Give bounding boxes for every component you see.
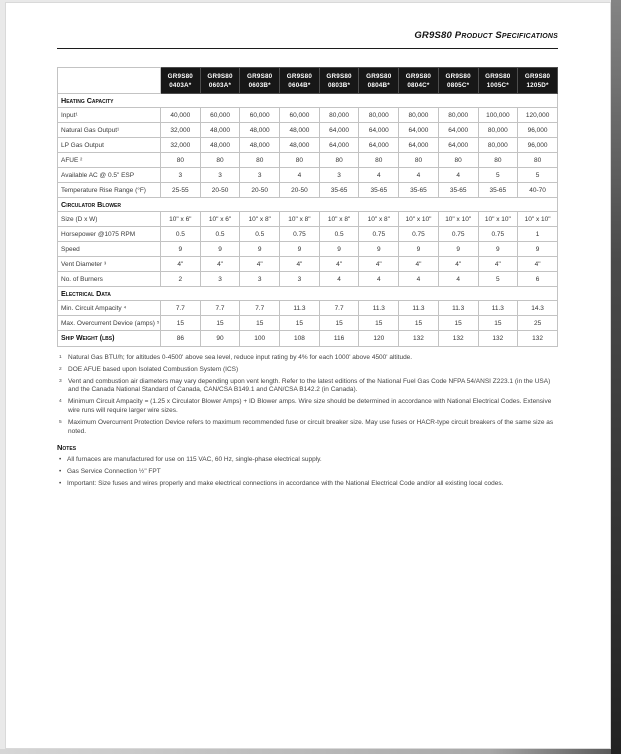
spec-value: 35-65 — [319, 183, 359, 198]
spec-row — [58, 242, 558, 257]
spec-value: 11.3 — [399, 301, 439, 316]
spec-value: 4" — [359, 257, 399, 272]
spec-value: 60,000 — [240, 108, 280, 123]
spec-value: 10" x 10" — [478, 212, 518, 227]
spec-value: 1 — [518, 227, 558, 242]
spec-value: 48,000 — [280, 138, 320, 153]
spec-value: 80,000 — [399, 108, 439, 123]
spec-value: 120,000 — [518, 108, 558, 123]
footnotes-list — [57, 354, 559, 436]
model-series-label: GR9S80 — [326, 72, 352, 80]
spec-value: 4" — [399, 257, 439, 272]
notes-list — [57, 456, 559, 488]
model-header-cell — [359, 68, 399, 94]
spec-value: 80 — [399, 153, 439, 168]
spec-value: 48,000 — [240, 138, 280, 153]
spec-value: 4 — [438, 168, 478, 183]
spec-value: 15 — [280, 316, 320, 331]
spec-value: 25 — [518, 316, 558, 331]
document-page — [5, 2, 611, 749]
spec-value: 4" — [200, 257, 240, 272]
spec-value: 64,000 — [319, 123, 359, 138]
spec-value: 80 — [280, 153, 320, 168]
section-header-row — [58, 198, 558, 212]
spec-value: 120 — [359, 331, 399, 347]
spec-value: 5 — [478, 168, 518, 183]
notes-title: Notes — [57, 443, 77, 453]
model-series-label: GR9S80 — [167, 72, 194, 80]
spec-value: 15 — [240, 316, 280, 331]
spec-value: 9 — [399, 242, 439, 257]
model-number-label: 0604B* — [288, 81, 311, 89]
spec-value: 48,000 — [240, 123, 280, 138]
spec-value: 2 — [161, 272, 201, 287]
spec-table — [57, 67, 558, 347]
row-label: No. of Burners — [58, 272, 161, 287]
spec-value: 0.75 — [280, 227, 320, 242]
note-item: • All furnaces are manufactured for use on 115 VAC, 60 Hz, single-phase electrical supply. — [57, 456, 559, 465]
spec-value: 15 — [200, 316, 240, 331]
ship-weight-row — [58, 331, 558, 347]
note-item: • Important: Size fuses and wires properly and make electrical connections in accordance with the National Electrical Code and/or all existing local codes. — [57, 480, 559, 489]
spec-value: 4 — [399, 168, 439, 183]
spec-value: 3 — [200, 168, 240, 183]
spec-value: 4" — [240, 257, 280, 272]
spec-value: 10" x 6" — [161, 212, 201, 227]
model-number-label: 0403A* — [169, 81, 192, 89]
spec-value: 0.5 — [319, 227, 359, 242]
spec-value: 7.7 — [240, 301, 280, 316]
spec-value: 40,000 — [161, 108, 201, 123]
spec-row — [58, 183, 558, 198]
footnote-item — [57, 366, 559, 375]
model-series-label: GR9S80 — [366, 72, 392, 80]
page-bottom-shadow — [0, 749, 611, 754]
footnote-text: DOE AFUE based upon Isolated Combustion System (ICS) — [68, 365, 239, 373]
spec-row — [58, 138, 558, 153]
spec-value: 4" — [161, 257, 201, 272]
model-header-cell — [319, 68, 359, 94]
spec-value: 4" — [518, 257, 558, 272]
spec-table-head — [58, 68, 558, 94]
spec-value: 80 — [240, 153, 280, 168]
spec-value: 4 — [319, 272, 359, 287]
footnote-text: Maximum Overcurrent Protection Device refers to maximum recommended fuse or circuit breaker size. May use fuses or HACR-type circuit breakers of the same size as noted. — [68, 418, 554, 435]
doc-header — [57, 25, 558, 49]
notes-section — [57, 443, 559, 488]
spec-row — [58, 123, 558, 138]
spec-value: 11.3 — [359, 301, 399, 316]
footnote-number: 2 — [59, 366, 62, 372]
spec-value: 132 — [518, 331, 558, 347]
spec-row — [58, 272, 558, 287]
model-header-cell — [478, 68, 518, 94]
spec-value: 14.3 — [518, 301, 558, 316]
spec-value: 9 — [518, 242, 558, 257]
spec-value: 9 — [438, 242, 478, 257]
spec-value: 25-55 — [161, 183, 201, 198]
footnote-number: 1 — [59, 355, 62, 360]
spec-value: 4 — [399, 272, 439, 287]
page-edge-shadow — [611, 0, 621, 754]
spec-value: 10" x 8" — [280, 212, 320, 227]
footnote-item — [57, 378, 559, 396]
spec-value: 100 — [240, 331, 280, 347]
spec-value: 15 — [359, 316, 399, 331]
footnote-text: Minimum Circuit Ampacity = (1.25 x Circulator Blower Amps) + ID Blower amps. Wire size should be determined in accordance with National Electrical Codes. Extensive wire runs will require larger wire sizes. — [68, 398, 552, 414]
spec-value: 9 — [359, 242, 399, 257]
spec-value: 64,000 — [438, 123, 478, 138]
spec-value: 0.5 — [161, 227, 201, 242]
footnote-number: 5 — [59, 419, 62, 425]
spec-value: 80 — [518, 153, 558, 168]
model-number-label: 0803B* — [327, 81, 351, 89]
spec-value: 132 — [399, 331, 439, 347]
corner-cell — [58, 68, 161, 94]
spec-value: 9 — [161, 242, 201, 257]
spec-value: 4" — [478, 257, 518, 272]
model-header-cell — [518, 68, 558, 94]
spec-row — [58, 301, 558, 316]
row-label: AFUE ² — [58, 153, 161, 168]
spec-value: 10" x 8" — [319, 212, 359, 227]
spec-value: 9 — [319, 242, 359, 257]
spec-value: 0.75 — [399, 227, 439, 242]
spec-row — [58, 227, 558, 242]
model-number-label: 0603A* — [208, 81, 232, 89]
spec-value: 0.5 — [200, 227, 240, 242]
spec-value: 35-65 — [359, 183, 399, 198]
spec-value: 10" x 8" — [240, 212, 280, 227]
row-label: LP Gas Output — [58, 138, 161, 153]
spec-value: 5 — [478, 272, 518, 287]
spec-value: 3 — [319, 168, 359, 183]
spec-value: 6 — [518, 272, 558, 287]
spec-value: 9 — [240, 242, 280, 257]
spec-value: 80 — [478, 153, 518, 168]
spec-value: 20-50 — [280, 183, 320, 198]
spec-value: 9 — [200, 242, 240, 257]
model-series-label: GR9S80 — [485, 72, 511, 80]
spec-value: 10" x 8" — [359, 212, 399, 227]
spec-value: 64,000 — [359, 138, 399, 153]
spec-value: 4 — [359, 168, 399, 183]
spec-value: 100,000 — [478, 108, 518, 123]
spec-value: 80,000 — [438, 108, 478, 123]
model-header-cell — [240, 68, 280, 94]
spec-value: 64,000 — [399, 123, 439, 138]
spec-value: 10" x 10" — [399, 212, 439, 227]
spec-value: 7.7 — [161, 301, 201, 316]
section-header-row — [58, 287, 558, 301]
footnote-number: 3 — [59, 378, 62, 384]
model-header-cell — [399, 68, 439, 94]
spec-value: 3 — [240, 168, 280, 183]
model-series-label: GR9S80 — [286, 72, 313, 80]
spec-value: 0.75 — [359, 227, 399, 242]
spec-row — [58, 153, 558, 168]
spec-value: 64,000 — [359, 123, 399, 138]
spec-value: 11.3 — [478, 301, 518, 316]
spec-value: 96,000 — [518, 138, 558, 153]
row-label: Natural Gas Output¹ — [58, 123, 161, 138]
spec-value: 80 — [200, 153, 240, 168]
row-label: Input¹ — [58, 108, 161, 123]
spec-value: 35-65 — [399, 183, 439, 198]
model-series-label: GR9S80 — [405, 72, 432, 80]
spec-value: 7.7 — [319, 301, 359, 316]
spec-value: 64,000 — [399, 138, 439, 153]
section-title: Heating Capacity — [58, 94, 558, 108]
spec-value: 9 — [280, 242, 320, 257]
spec-value: 35-65 — [478, 183, 518, 198]
spec-value: 80 — [319, 153, 359, 168]
spec-value: 3 — [240, 272, 280, 287]
spec-value: 4" — [280, 257, 320, 272]
spec-value: 4 — [438, 272, 478, 287]
spec-value: 15 — [399, 316, 439, 331]
spec-value: 3 — [280, 272, 320, 287]
spec-value: 32,000 — [161, 123, 201, 138]
model-series-label: GR9S80 — [524, 72, 551, 80]
spec-value: 48,000 — [200, 123, 240, 138]
spec-row — [58, 168, 558, 183]
page-title: GR9S80 Product Specifications — [414, 30, 558, 41]
footnote-text: Natural Gas BTU/h; for altitudes 0-4500' above sea level, reduce input rating by 4% for each 1000' above 4500' altitude. — [68, 354, 413, 361]
spec-value: 4" — [438, 257, 478, 272]
spec-value: 64,000 — [438, 138, 478, 153]
spec-value: 108 — [280, 331, 320, 347]
footnote-item — [57, 419, 559, 437]
spec-value: 11.3 — [438, 301, 478, 316]
spec-value: 0.75 — [478, 227, 518, 242]
model-number-label: 0804B* — [367, 81, 390, 89]
section-title: Circulator Blower — [58, 198, 558, 212]
model-number-label: 0805C* — [447, 81, 470, 89]
spec-value: 0.5 — [240, 227, 280, 242]
spec-value: 0.75 — [438, 227, 478, 242]
spec-value: 4 — [359, 272, 399, 287]
footnote-number: 4 — [59, 399, 62, 405]
spec-value: 7.7 — [200, 301, 240, 316]
row-label: Available AC @ 0.5" ESP — [58, 168, 161, 183]
spec-value: 5 — [518, 168, 558, 183]
spec-value: 80,000 — [478, 123, 518, 138]
spec-row — [58, 108, 558, 123]
model-header-row — [58, 68, 558, 94]
spec-value: 4" — [319, 257, 359, 272]
spec-value: 96,000 — [518, 123, 558, 138]
model-series-label: GR9S80 — [207, 72, 233, 80]
row-label: Vent Diameter ³ — [58, 257, 161, 272]
row-label: Speed — [58, 242, 161, 257]
footnote-text: Vent and combustion air diameters may vary depending upon vent length. Refer to the latest editions of the National Fuel Gas Code NFPA 54/ANSI Z223.1 (in the USA) and the Canada National Standard of Canada, CAN/CSA B149.1 and CAN/CSA B142.2 (in Canada). — [68, 377, 551, 394]
row-label: Horsepower @1075 RPM — [58, 227, 161, 242]
model-header-cell — [161, 68, 201, 94]
model-number-label: 1205D* — [526, 81, 549, 89]
spec-value: 86 — [161, 331, 201, 347]
spec-value: 11.3 — [280, 301, 320, 316]
spec-value: 48,000 — [280, 123, 320, 138]
spec-row — [58, 212, 558, 227]
spec-row — [58, 316, 558, 331]
section-header-row — [58, 94, 558, 108]
spec-value: 10" x 6" — [200, 212, 240, 227]
spec-value: 32,000 — [161, 138, 201, 153]
model-number-label: 0603B* — [248, 81, 271, 89]
spec-row — [58, 257, 558, 272]
spec-value: 4 — [280, 168, 320, 183]
spec-value: 10" x 10" — [438, 212, 478, 227]
spec-value: 80,000 — [478, 138, 518, 153]
spec-value: 15 — [478, 316, 518, 331]
model-series-label: GR9S80 — [247, 72, 273, 80]
spec-value: 60,000 — [200, 108, 240, 123]
spec-value: 3 — [161, 168, 201, 183]
spec-value: 15 — [438, 316, 478, 331]
spec-value: 9 — [478, 242, 518, 257]
spec-value: 35-65 — [438, 183, 478, 198]
model-header-cell — [200, 68, 240, 94]
spec-value: 40-70 — [518, 183, 558, 198]
footnote-item — [57, 398, 559, 416]
spec-value: 80 — [438, 153, 478, 168]
model-series-label: GR9S80 — [445, 72, 471, 80]
spec-value: 80,000 — [319, 108, 359, 123]
spec-value: 48,000 — [200, 138, 240, 153]
footnote-item — [57, 354, 559, 363]
spec-value: 90 — [200, 331, 240, 347]
model-number-label: 1005C* — [486, 81, 509, 89]
spec-value: 20-50 — [200, 183, 240, 198]
spec-value: 15 — [319, 316, 359, 331]
spec-value: 132 — [478, 331, 518, 347]
spec-value: 64,000 — [319, 138, 359, 153]
model-number-label: 0804C* — [407, 81, 430, 89]
note-item: • Gas Service Connection ½" FPT — [57, 468, 559, 477]
spec-value: 20-50 — [240, 183, 280, 198]
row-label: Ship Weight (lbs) — [58, 331, 161, 347]
spec-value: 80 — [359, 153, 399, 168]
spec-value: 132 — [438, 331, 478, 347]
row-label: Max. Overcurrent Device (amps) ⁵ — [58, 316, 161, 331]
model-header-cell — [438, 68, 478, 94]
spec-value: 80,000 — [359, 108, 399, 123]
spec-value: 15 — [161, 316, 201, 331]
row-label: Min. Circuit Ampacity ⁴ — [58, 301, 161, 316]
model-header-cell — [280, 68, 320, 94]
spec-value: 116 — [319, 331, 359, 347]
row-label: Temperature Rise Range (°F) — [58, 183, 161, 198]
row-label: Size (D x W) — [58, 212, 161, 227]
spec-value: 3 — [200, 272, 240, 287]
section-title: Electrical Data — [58, 287, 558, 301]
spec-value: 10" x 10" — [518, 212, 558, 227]
spec-value: 60,000 — [280, 108, 320, 123]
below-table-area — [57, 354, 559, 492]
spec-table-body — [58, 94, 558, 347]
spec-value: 80 — [161, 153, 201, 168]
